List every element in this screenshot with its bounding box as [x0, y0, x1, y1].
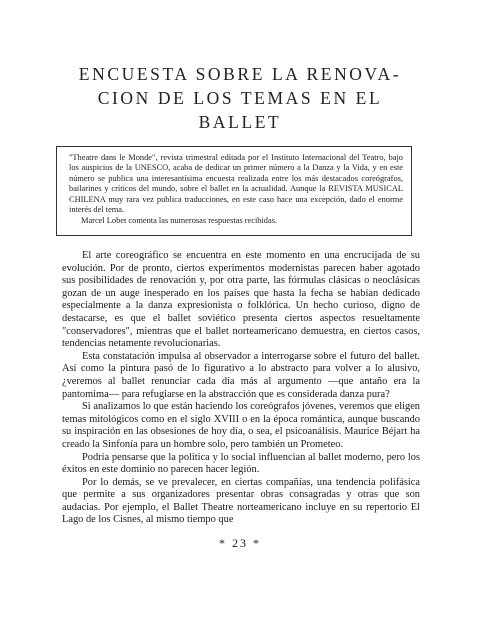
title-line-1: ENCUESTA SOBRE LA RENOVA- [78, 64, 402, 84]
body-paragraph-3: Si analizamos lo que están haciendo los coreógrafos jóvenes, veremos que eligen temas mitológicos como en el siglo XVIII o en la época romántica, aunque buscando su inspiración en las obsesiones de hoy día, o sea, el psicoanálisis. Maurice Béjart ha creado la Sinfonía para un hombre solo, pero también un Prometeo. [62, 401, 420, 450]
intro-box [56, 146, 412, 236]
body-paragraph-4: Podría pensarse que la política y lo social influencian al ballet moderno, pero los éxitos en este dominio no parecen hacer legión. [62, 451, 420, 476]
article-title [30, 62, 450, 134]
intro-paragraph: "Theatre dans le Monde", revista trimestral editada por el Instituto Internacional del Teatro, bajo los auspicios de la UNESCO, acaba de dedicar un primer número a la Danza y la Vida, y en este número se publica una interesantísima encuesta realizada entre los más destacados coreógrafos, bailarines y críticos del mundo, sobre el ballet en la actualidad. Aunque la REVISTA MUSICAL CHILENA muy rara vez publica traducciones, en este caso hace una excepción, dado el enorme interés del tema. [69, 153, 403, 215]
intro-signature: Marcel Lobet comenta las numerosas respuestas recibidas. [81, 216, 278, 226]
article-body [62, 250, 420, 527]
body-paragraph-2: Esta constatación impulsa al observador a interrogarse sobre el futuro del ballet. Así como la pintura pasó de lo figurativo a lo abstracto para volver a lo alusivo, ¿veremos al ballet renunciar cada día más al argumento —que antaño era la pantomima— para refugiarse en la abstracción que es considerada danza pura? [62, 350, 420, 400]
title-line-2: CION DE LOS TEMAS EN EL [97, 88, 383, 108]
body-paragraph-1: El arte coreográfico se encuentra en este momento en una encrucijada de su evolución. Por de pronto, ciertos experimentos modernistas parecen haber agotado sus posibilidades de renovación y, por otra parte, las fórmulas clásicas o neoclásicas gozan de un auge inesperado en los países que hasta la fecha se habían dedicado especialmente a la danza expresionista o folklórica. Un hecho curioso, digno de destacarse, es que el ballet soviético presenta ciertos aspectos resueltamente "conservadores", mientras que el ballet norteamericano demuestra, en ciertos casos, tendencias netamente revolucionarias. [62, 250, 420, 350]
title-line-3: BALLET [198, 112, 282, 132]
body-paragraph-5: Por lo demás, se ve prevalecer, en ciertas compañías, una tendencia polifásica que permite a sus organizadores presentar obras consagradas y otras que son audacias. Por ejemplo, el Ballet Theatre norteamericano incluye en su repertorio El Lago de los Cisnes, al mismo tiempo que [62, 476, 420, 526]
page-number: * 23 * [219, 536, 261, 550]
